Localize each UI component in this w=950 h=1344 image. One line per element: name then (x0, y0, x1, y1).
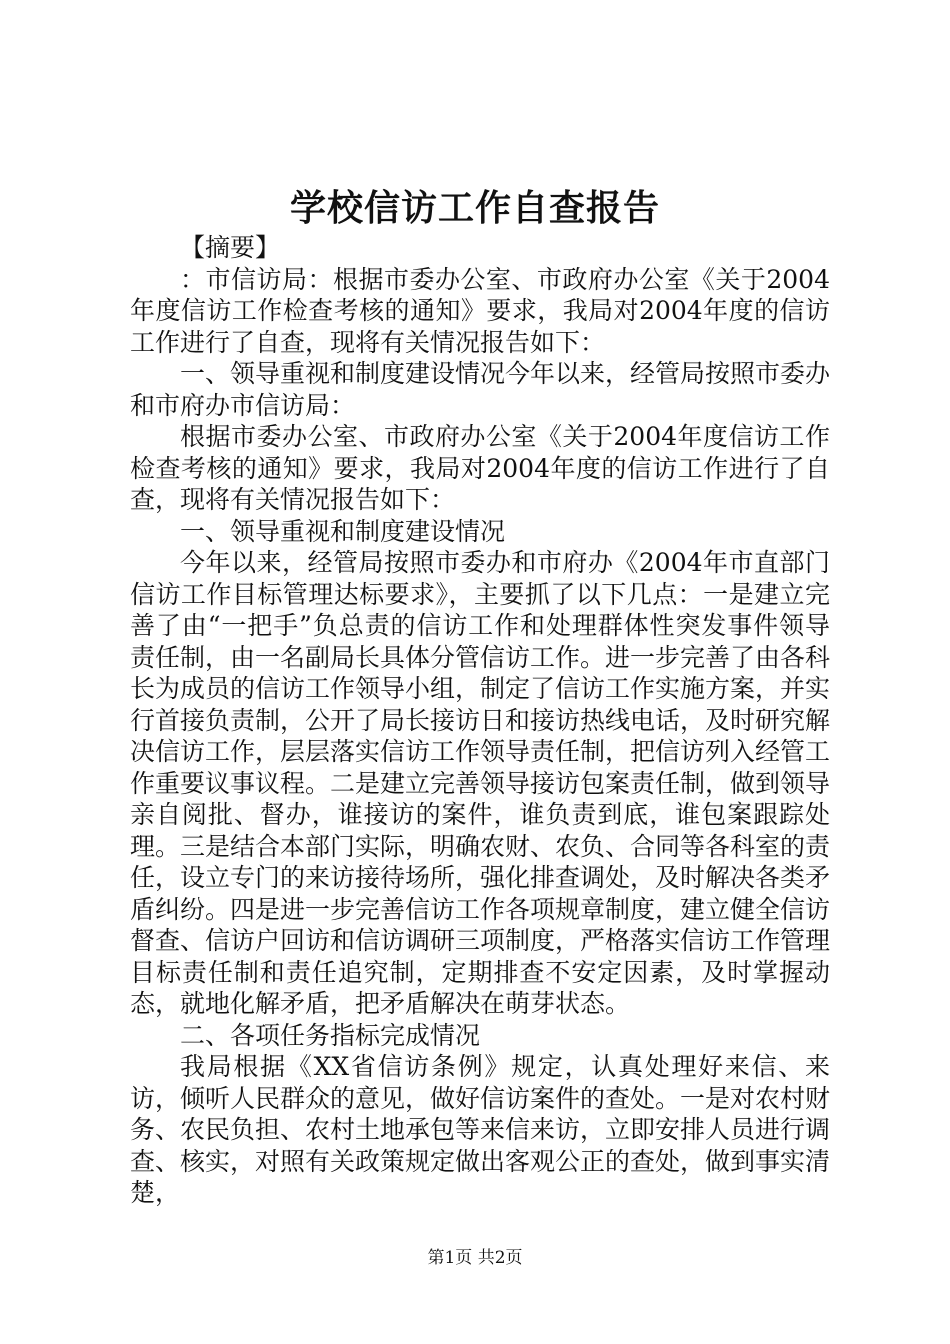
paragraph-section-summary: 一、领导重视和制度建设情况今年以来，经管局按照市委办和市府办市信访局： (130, 359, 831, 420)
document-title: 学校信访工作自查报告 (289, 187, 660, 229)
paragraph-section-2-body: 我局根据《XX省信访条例》规定，认真处理好来信、来访，倾听人民群众的意见，做好信访案件的查处。一是对农村财务、农民负担、农村土地承包等来信来访，立即安排人员进行调查、核实，对照有关政策规定做出客观公正的查处，做到事实清楚， (130, 1052, 831, 1207)
abstract-heading: 【摘要】 (180, 233, 281, 262)
document-body (130, 232, 830, 1209)
section-heading-2: 二、各项任务指标完成情况 (180, 1020, 481, 1050)
paragraph-intro: ：市信访局：根据市委办公室、市政府办公室《关于2004年度信访工作检查考核的通知》要求，我局对2004年度的信访工作进行了自查，现将有关情况报告如下： (130, 264, 830, 357)
page-footer: 第1页 共2页 (427, 1248, 523, 1268)
paragraph-section-1-body: 今年以来，经管局按照市委办和市府办《2004年市直部门信访工作目标管理达标要求》，主要抓了以下几点：一是建立完善了由“一把手”负总责的信访工作和处理群体性突发事件领导责任制，由一名副局长具体分管信访工作。进一步完善了由各科长为成员的信访工作领导小组，制定了信访工作实施方案，并实行首接负责制，公开了局长接访日和接访热线电话，及时研究解决信访工作，层层落实信访工作领导责任制，把信访列入经管工作重要议事议程。二是建立完善领导接访包案责任制，做到领导亲自阅批、督办，谁接访的案件，谁负责到底，谁包案跟踪处理。三是结合本部门实际，明确农财、农负、合同等各科室的责任，设立专门的来访接待场所，强化排查调处，及时解决各类矛盾纠纷。四是进一步完善信访工作各项规章制度，建立健全信访督查、信访户回访和信访调研三项制度，严格落实信访工作管理目标责任制和责任追究制，定期排查不安定因素，及时掌握动态，就地化解矛盾，把矛盾解决在萌芽状态。 (130, 548, 831, 1018)
paragraph-basis: 根据市委办公室、市政府办公室《关于2004年度信访工作检查考核的通知》要求，我局对2004年度的信访工作进行了自查，现将有关情况报告如下： (130, 422, 830, 514)
section-heading-1: 一、领导重视和制度建设情况 (180, 516, 506, 546)
